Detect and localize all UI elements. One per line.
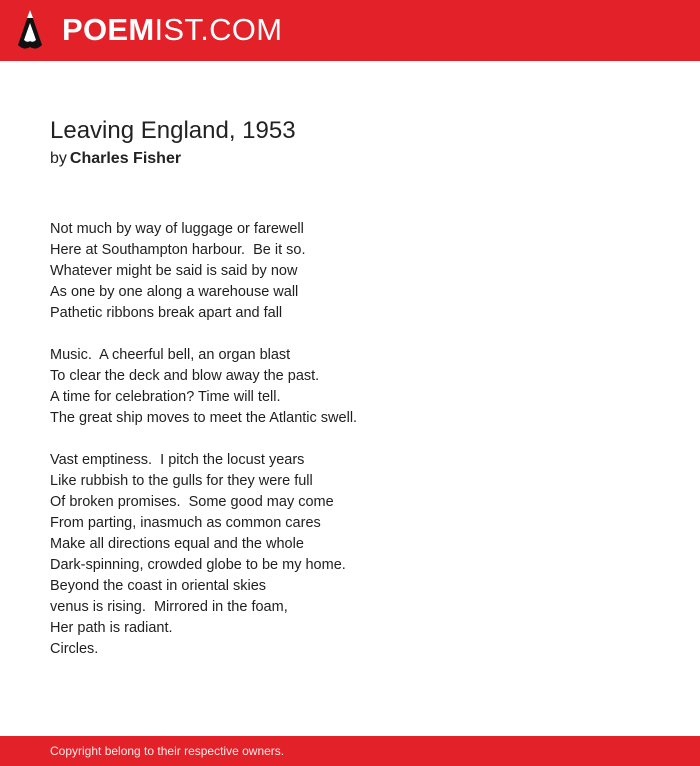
stanza-2 (50, 345, 650, 429)
logo-bold-text: POEM (62, 12, 155, 47)
poem-author[interactable]: Charles Fisher (69, 150, 182, 167)
poem-line: Music. A cheerful bell, an organ blast (50, 347, 291, 363)
poem-line: Here at Southampton harbour. Be it so. (50, 242, 306, 258)
poem-line: A time for celebration? Time will tell. (50, 389, 281, 405)
poem-line: Vast emptiness. I pitch the locust years (50, 452, 305, 468)
poem-line: Of broken promises. Some good may come (50, 494, 334, 510)
poem-line: Beyond the coast in oriental skies (50, 578, 267, 594)
poem-line: Whatever might be said is said by now (50, 263, 298, 279)
poem-line: As one by one along a warehouse wall (50, 284, 299, 300)
site-header (0, 0, 700, 61)
pencil-tip-icon[interactable] (17, 9, 43, 51)
poem-line: Dark-spinning, crowded globe to be my home. (50, 557, 346, 573)
poem-line: Pathetic ribbons break apart and fall (50, 305, 283, 321)
by-label: by (50, 150, 67, 167)
poem-line: Circles. (50, 641, 99, 657)
poem-line: venus is rising. Mirrored in the foam, (50, 599, 288, 615)
site-footer (0, 736, 700, 766)
poem-line: From parting, inasmuch as common cares (50, 515, 321, 531)
poem-byline (50, 149, 181, 169)
stanza-3 (50, 450, 650, 660)
stanza-1 (50, 219, 650, 324)
poem-title: Leaving England, 1953 (50, 117, 296, 144)
poem-line: Make all directions equal and the whole (50, 536, 304, 552)
poem-line: Her path is radiant. (50, 620, 173, 636)
poem-body (50, 219, 650, 681)
poem-line: The great ship moves to meet the Atlantic swell. (50, 410, 358, 426)
poem-line: Not much by way of luggage or farewell (50, 221, 304, 237)
copyright-notice: Copyright belong to their respective owners. (50, 744, 285, 758)
logo-light-text: IST.COM (154, 12, 283, 47)
poem-line: Like rubbish to the gulls for they were full (50, 473, 313, 489)
site-logo[interactable] (62, 12, 282, 48)
poem-line: To clear the deck and blow away the past. (50, 368, 320, 384)
